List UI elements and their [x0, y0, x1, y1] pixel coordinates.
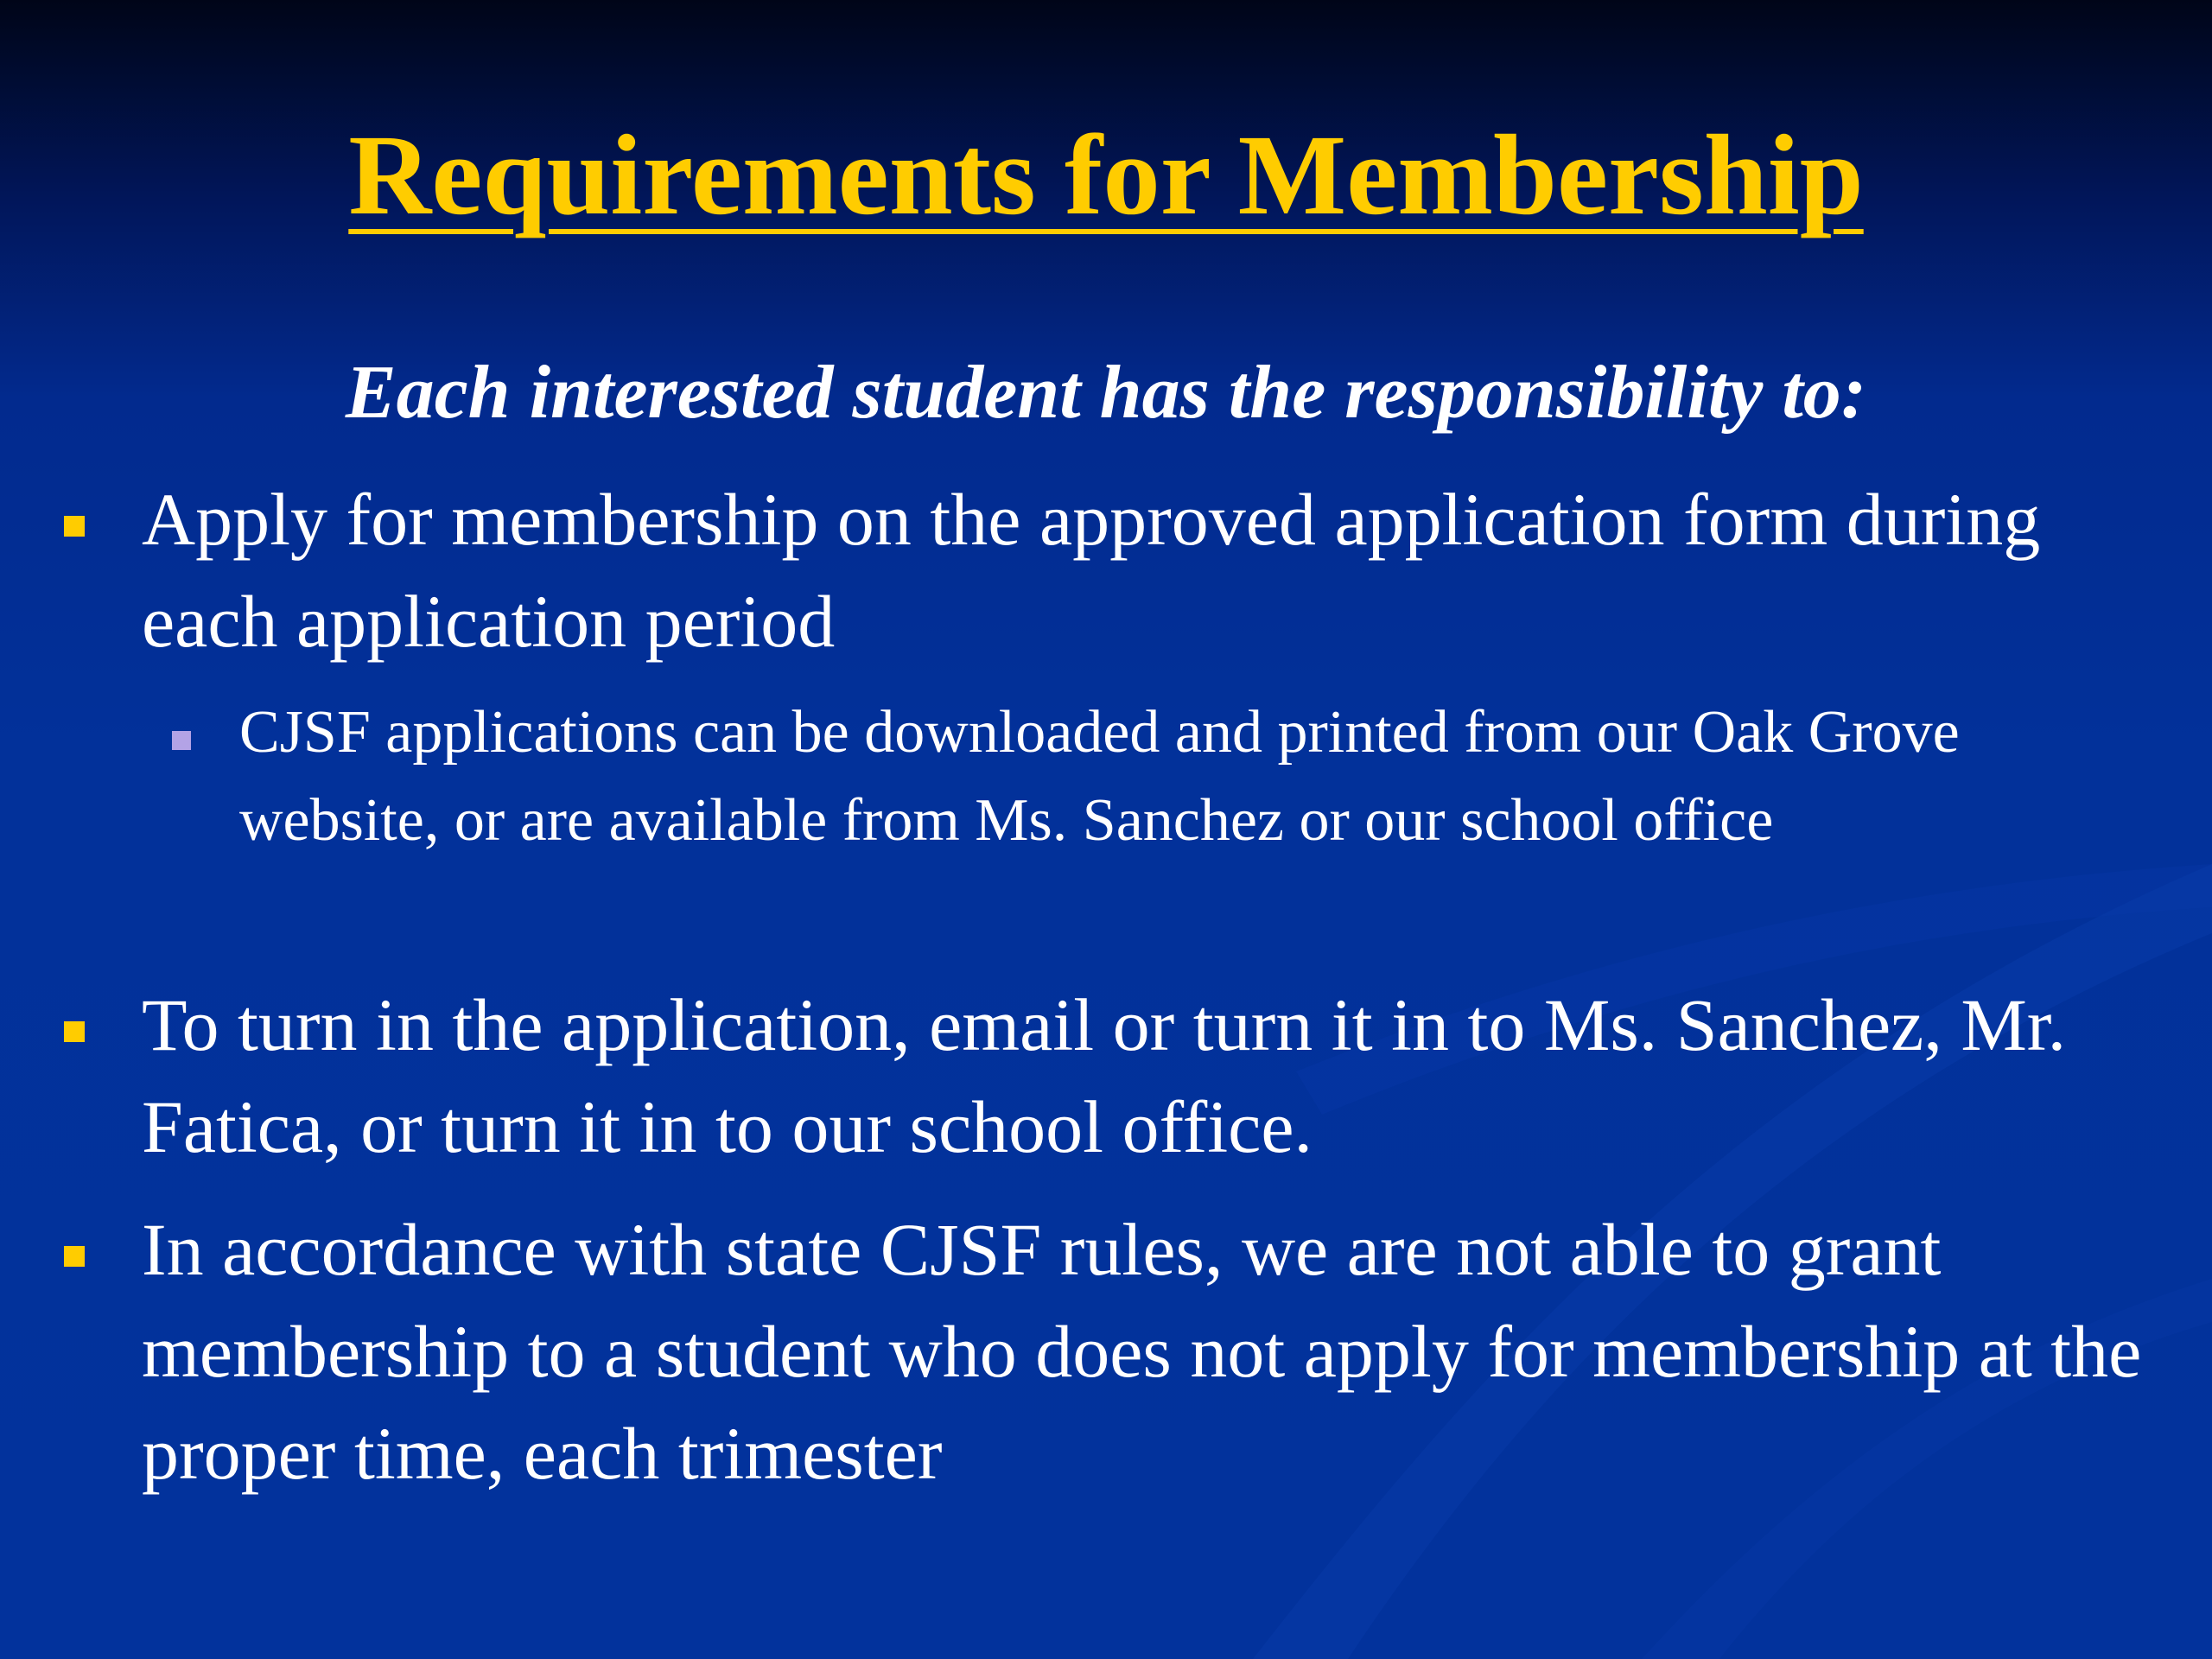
sub-bullet-item-1: CJSF applications can be downloaded and printed from our Oak Grove website, or are available from Ms. Sanchez or our school office [239, 699, 1960, 854]
bullet-marker-3 [64, 1246, 85, 1267]
bullet-item-1: Apply for membership on the approved application form during each application period [142, 478, 2041, 663]
bullet-item-3: In accordance with state CJSF rules, we are not able to grant membership to a student who does not apply for membership at the proper time, each trimester [142, 1208, 2142, 1495]
sub-bullet-marker-1 [172, 731, 191, 750]
bullet-marker-1 [64, 516, 85, 537]
bullet-marker-2 [64, 1021, 85, 1042]
bullet-item-2: To turn in the application, email or turn it in to Ms. Sanchez, Mr. Fatica, or turn it in to our school office. [142, 983, 2067, 1168]
slide-title: Requirements for Membership [348, 111, 1864, 238]
slide-subtitle: Each interested student has the responsibility to: [345, 351, 1867, 435]
